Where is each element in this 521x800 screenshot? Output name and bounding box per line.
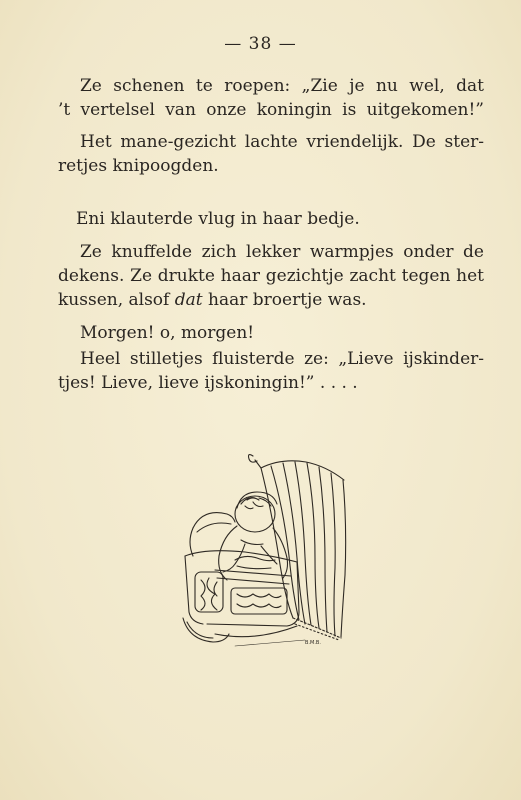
- text-line: Morgen! o, morgen!: [80, 323, 255, 343]
- text-line: [58, 288, 484, 312]
- text-line: Ze knuffelde zich lekker warmpjes onder de: [80, 242, 484, 262]
- text-line: Ze schenen te roepen: „Zie je nu wel, dat: [80, 76, 484, 96]
- paragraph-2: [58, 130, 484, 178]
- text-line: tjes! Lieve, lieve ijskoningin!” . . . .: [58, 373, 358, 393]
- cradle-child-illustration: [175, 448, 365, 663]
- text-line: ’t vertelsel van onze koningin is uitgekomen!”: [58, 100, 484, 120]
- page-number: — 38 —: [224, 34, 297, 54]
- text-line: Eni klauterde vlug in haar bedje.: [76, 209, 360, 229]
- text-line: retjes knipoogden.: [58, 156, 219, 176]
- text-line: dekens. Ze drukte haar gezichtje zacht tegen het: [58, 266, 484, 286]
- paragraph-5: [80, 321, 484, 345]
- paragraph-1: [58, 74, 484, 122]
- paragraph-6: [58, 347, 484, 395]
- paragraph-3: [76, 207, 484, 231]
- text-line: Heel stilletjes fluisterde ze: „Lieve ijskinder-: [80, 349, 484, 369]
- text-line: Het mane-gezicht lachte vriendelijk. De ster-: [80, 132, 484, 152]
- text-segment: kussen, alsof: [58, 290, 175, 310]
- illustrator-signature: B.M.B.: [305, 640, 321, 646]
- paragraph-4: [58, 240, 484, 312]
- emphasis-text: dat: [174, 290, 203, 310]
- text-segment: haar broertje was.: [202, 290, 367, 310]
